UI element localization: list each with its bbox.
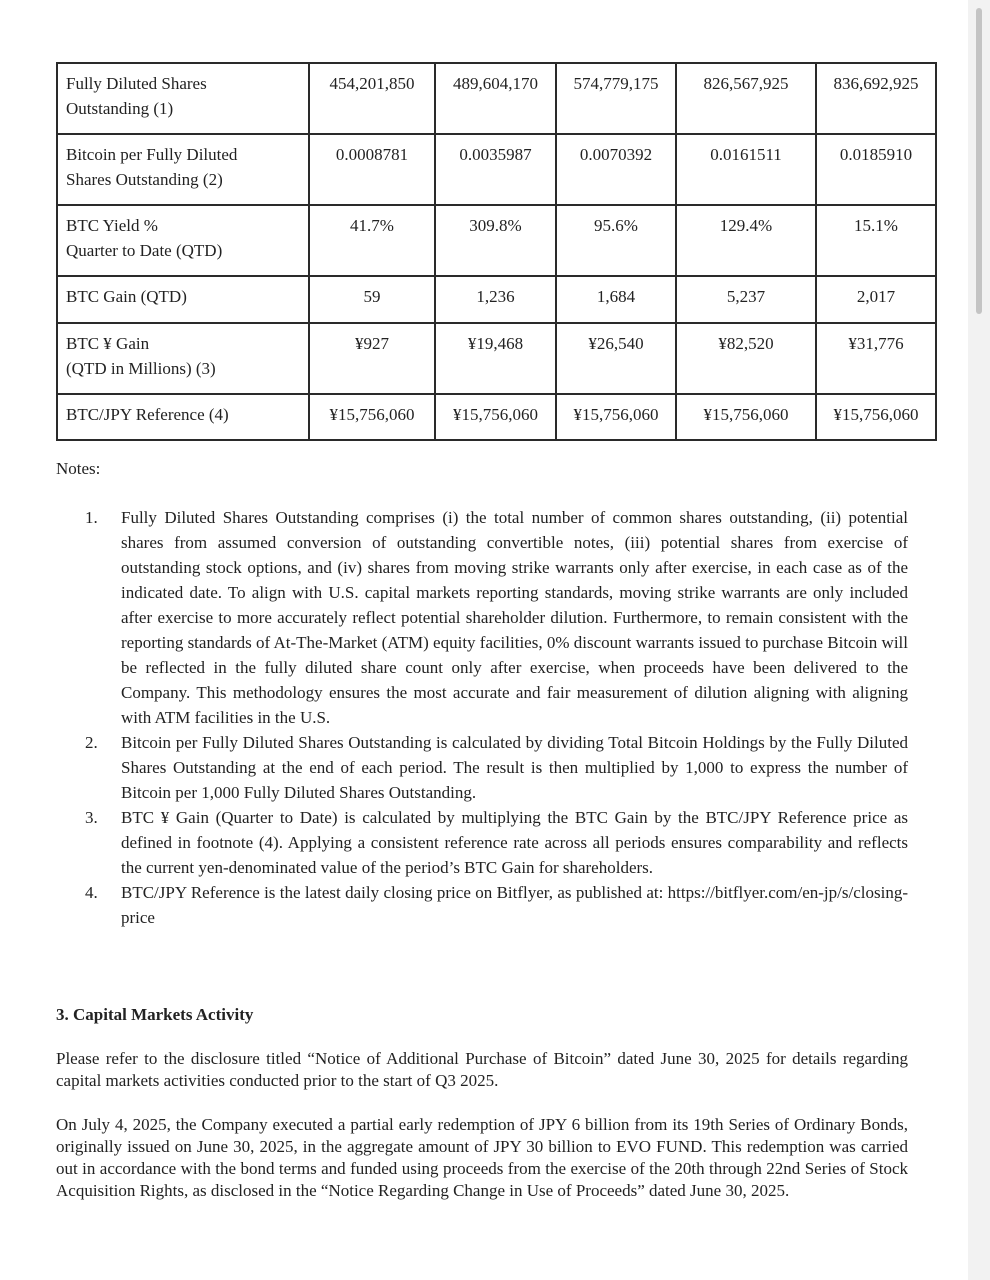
table-cell: 0.0008781 — [309, 134, 435, 205]
note-number: 4. — [85, 883, 98, 902]
bitcoin-metrics-table — [56, 62, 937, 441]
paragraph: On July 4, 2025, the Company executed a partial early redemption of JPY 6 billion from its 19th Series of Ordinary Bonds, originally issued on June 30, 2025, in the aggregate amount of JPY 30 billion to EVO FUND. This redemption was carried out in accordance with the bond terms and funded using proceeds from the exercise of the 20th through 22nd Series of Stock Acquisition Rights, as disclosed in the “Notice Regarding Change in Use of Proceeds” dated June 30, 2025. — [56, 1115, 908, 1200]
table-cell: 836,692,925 — [816, 63, 936, 134]
paragraph: Please refer to the disclosure titled “Notice of Additional Purchase of Bitcoin” dated June 30, 2025 for details regarding capital markets activities conducted prior to the start of Q3 2025. — [56, 1049, 908, 1090]
table-cell: ¥15,756,060 — [816, 394, 936, 440]
table-cell: 2,017 — [816, 276, 936, 323]
row-label: Fully Diluted Shares Outstanding (1) — [57, 63, 309, 134]
table-cell: 0.0161511 — [676, 134, 816, 205]
row-label: BTC/JPY Reference (4) — [57, 394, 309, 440]
notes-heading: Notes: — [56, 459, 101, 478]
note-text: Bitcoin per Fully Diluted Shares Outstanding is calculated by dividing Total Bitcoin Holdings by the Fully Diluted Shares Outstanding at the end of each period. The result is then multiplied by 1,000 to express the number of Bitcoin per 1,000 Fully Diluted Shares Outstanding. — [121, 733, 908, 802]
row-label: BTC Yield % Quarter to Date (QTD) — [57, 205, 309, 276]
row-fully-diluted-shares — [57, 63, 936, 134]
table-cell: 5,237 — [676, 276, 816, 323]
notes-list — [85, 505, 908, 930]
note-item — [85, 880, 908, 930]
table-cell: 454,201,850 — [309, 63, 435, 134]
row-label: Bitcoin per Fully Diluted Shares Outstanding (2) — [57, 134, 309, 205]
table-cell: 0.0035987 — [435, 134, 556, 205]
table-cell: ¥15,756,060 — [676, 394, 816, 440]
table-cell: 129.4% — [676, 205, 816, 276]
table-cell: 15.1% — [816, 205, 936, 276]
table-cell: 0.0070392 — [556, 134, 676, 205]
note-number: 3. — [85, 808, 98, 827]
table-cell: 59 — [309, 276, 435, 323]
row-label: BTC ¥ Gain (QTD in Millions) (3) — [57, 323, 309, 394]
row-label: BTC Gain (QTD) — [57, 276, 309, 323]
row-btc-jpy-reference — [57, 394, 936, 440]
table-cell: ¥15,756,060 — [435, 394, 556, 440]
table-cell: 41.7% — [309, 205, 435, 276]
scrollbar-thumb[interactable] — [976, 8, 982, 314]
section-title: 3. Capital Markets Activity — [56, 1005, 254, 1024]
note-number: 1. — [85, 508, 98, 527]
scrollbar-track[interactable] — [968, 0, 990, 1280]
table-cell: 826,567,925 — [676, 63, 816, 134]
table-cell: ¥927 — [309, 323, 435, 394]
note-item — [85, 505, 908, 730]
table-cell: 1,236 — [435, 276, 556, 323]
table-cell: 95.6% — [556, 205, 676, 276]
note-item — [85, 805, 908, 880]
table-cell: ¥31,776 — [816, 323, 936, 394]
table-cell: ¥19,468 — [435, 323, 556, 394]
row-btc-yen-gain — [57, 323, 936, 394]
table-cell: 309.8% — [435, 205, 556, 276]
table-cell: 1,684 — [556, 276, 676, 323]
note-text: BTC/JPY Reference is the latest daily closing price on Bitflyer, as published at: https://bitflyer.com/en-jp/s/closing-price — [121, 883, 908, 927]
table-cell: ¥15,756,060 — [309, 394, 435, 440]
note-number: 2. — [85, 733, 98, 752]
note-item — [85, 730, 908, 805]
table-cell: 0.0185910 — [816, 134, 936, 205]
note-text: BTC ¥ Gain (Quarter to Date) is calculated by multiplying the BTC Gain by the BTC/JPY Reference price as defined in footnote (4). Applying a consistent reference rate across all periods ensures comparability and reflects the current yen-denominated value of the period’s BTC Gain for shareholders. — [121, 808, 908, 877]
row-bitcoin-per-share — [57, 134, 936, 205]
row-btc-gain — [57, 276, 936, 323]
note-text: Fully Diluted Shares Outstanding comprises (i) the total number of common shares outstanding, (ii) potential shares from assumed conversion of outstanding convertible notes, (iii) potential shares from exercise of outstanding stock options, and (iv) shares from moving strike warrants only after exercise, in each case as of the indicated date. To align with U.S. capital markets reporting standards, moving strike warrants are only included after exercise to more accurately reflect potential shareholder dilution. Furthermore, to remain consistent with the reporting standards of At-The-Market (ATM) equity facilities, 0% discount warrants issued to purchase Bitcoin will be reflected in the fully diluted share count only after exercise, when proceeds have been delivered to the Company. This methodology ensures the most accurate and fair measurement of dilution aligning with aligning with ATM facilities in the U.S. — [121, 508, 909, 727]
table-cell: ¥26,540 — [556, 323, 676, 394]
table-cell: ¥82,520 — [676, 323, 816, 394]
table-cell: 489,604,170 — [435, 63, 556, 134]
table-cell: ¥15,756,060 — [556, 394, 676, 440]
table-cell: 574,779,175 — [556, 63, 676, 134]
row-btc-yield — [57, 205, 936, 276]
